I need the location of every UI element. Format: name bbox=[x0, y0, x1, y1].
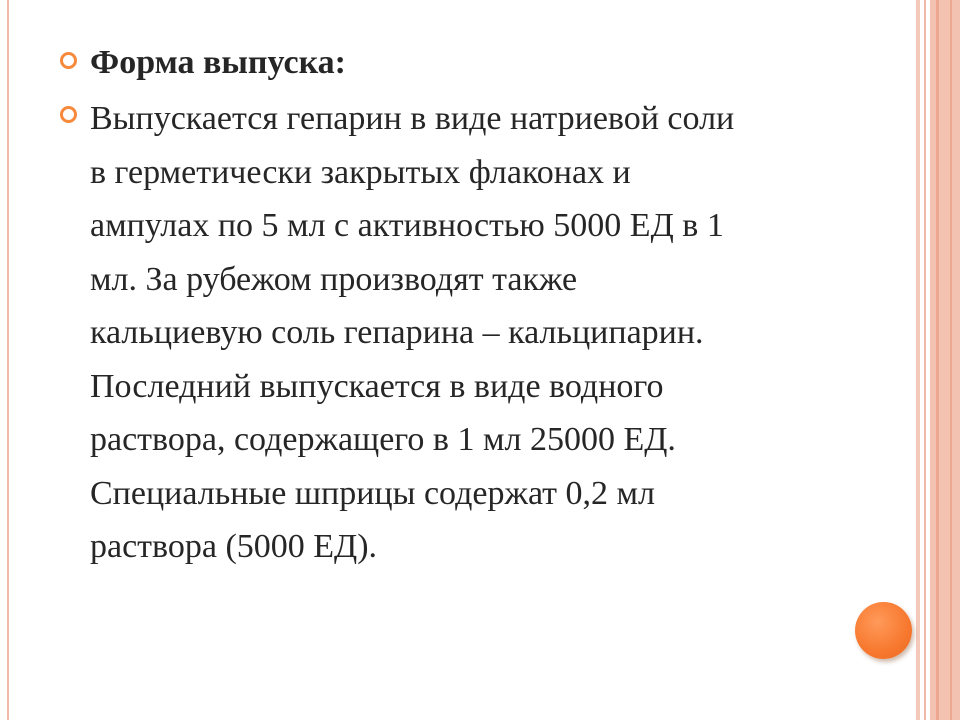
orange-circle-icon bbox=[855, 602, 912, 659]
body-line: Последний выпускается в виде водного bbox=[90, 367, 664, 405]
body-line: раствора, содержащего в 1 мл 25000 ЕД. bbox=[90, 421, 676, 458]
body-line: раствора (5000 ЕД). bbox=[90, 528, 378, 565]
left-border-line bbox=[7, 0, 9, 720]
slide-title: Форма выпуска: bbox=[90, 44, 346, 81]
stripe bbox=[924, 0, 926, 720]
body-line: Специальные шприцы содержат 0,2 мл bbox=[90, 474, 656, 512]
title-bullet-item bbox=[60, 38, 890, 88]
stripe bbox=[916, 0, 920, 720]
stripe bbox=[936, 0, 939, 720]
body-line: Выпускается гепарин в виде натриевой соли bbox=[90, 100, 735, 137]
stripe bbox=[950, 0, 952, 720]
stripe bbox=[930, 0, 960, 720]
body-line: кальциевую соль гепарина – кальципарин. bbox=[90, 314, 704, 351]
circle-bullet-icon bbox=[60, 106, 77, 123]
body-paragraph bbox=[90, 92, 890, 574]
body-line: ампулах по 5 мл с активностью 5000 ЕД в 1 bbox=[90, 207, 724, 244]
circle-bullet-icon bbox=[60, 52, 77, 69]
body-line: мл. За рубежом производят также bbox=[90, 260, 578, 298]
right-decorative-stripes bbox=[916, 0, 960, 720]
body-line: в герметически закрытых флаконах и bbox=[90, 153, 631, 191]
body-bullet-item bbox=[60, 92, 890, 574]
slide-content bbox=[60, 38, 890, 574]
